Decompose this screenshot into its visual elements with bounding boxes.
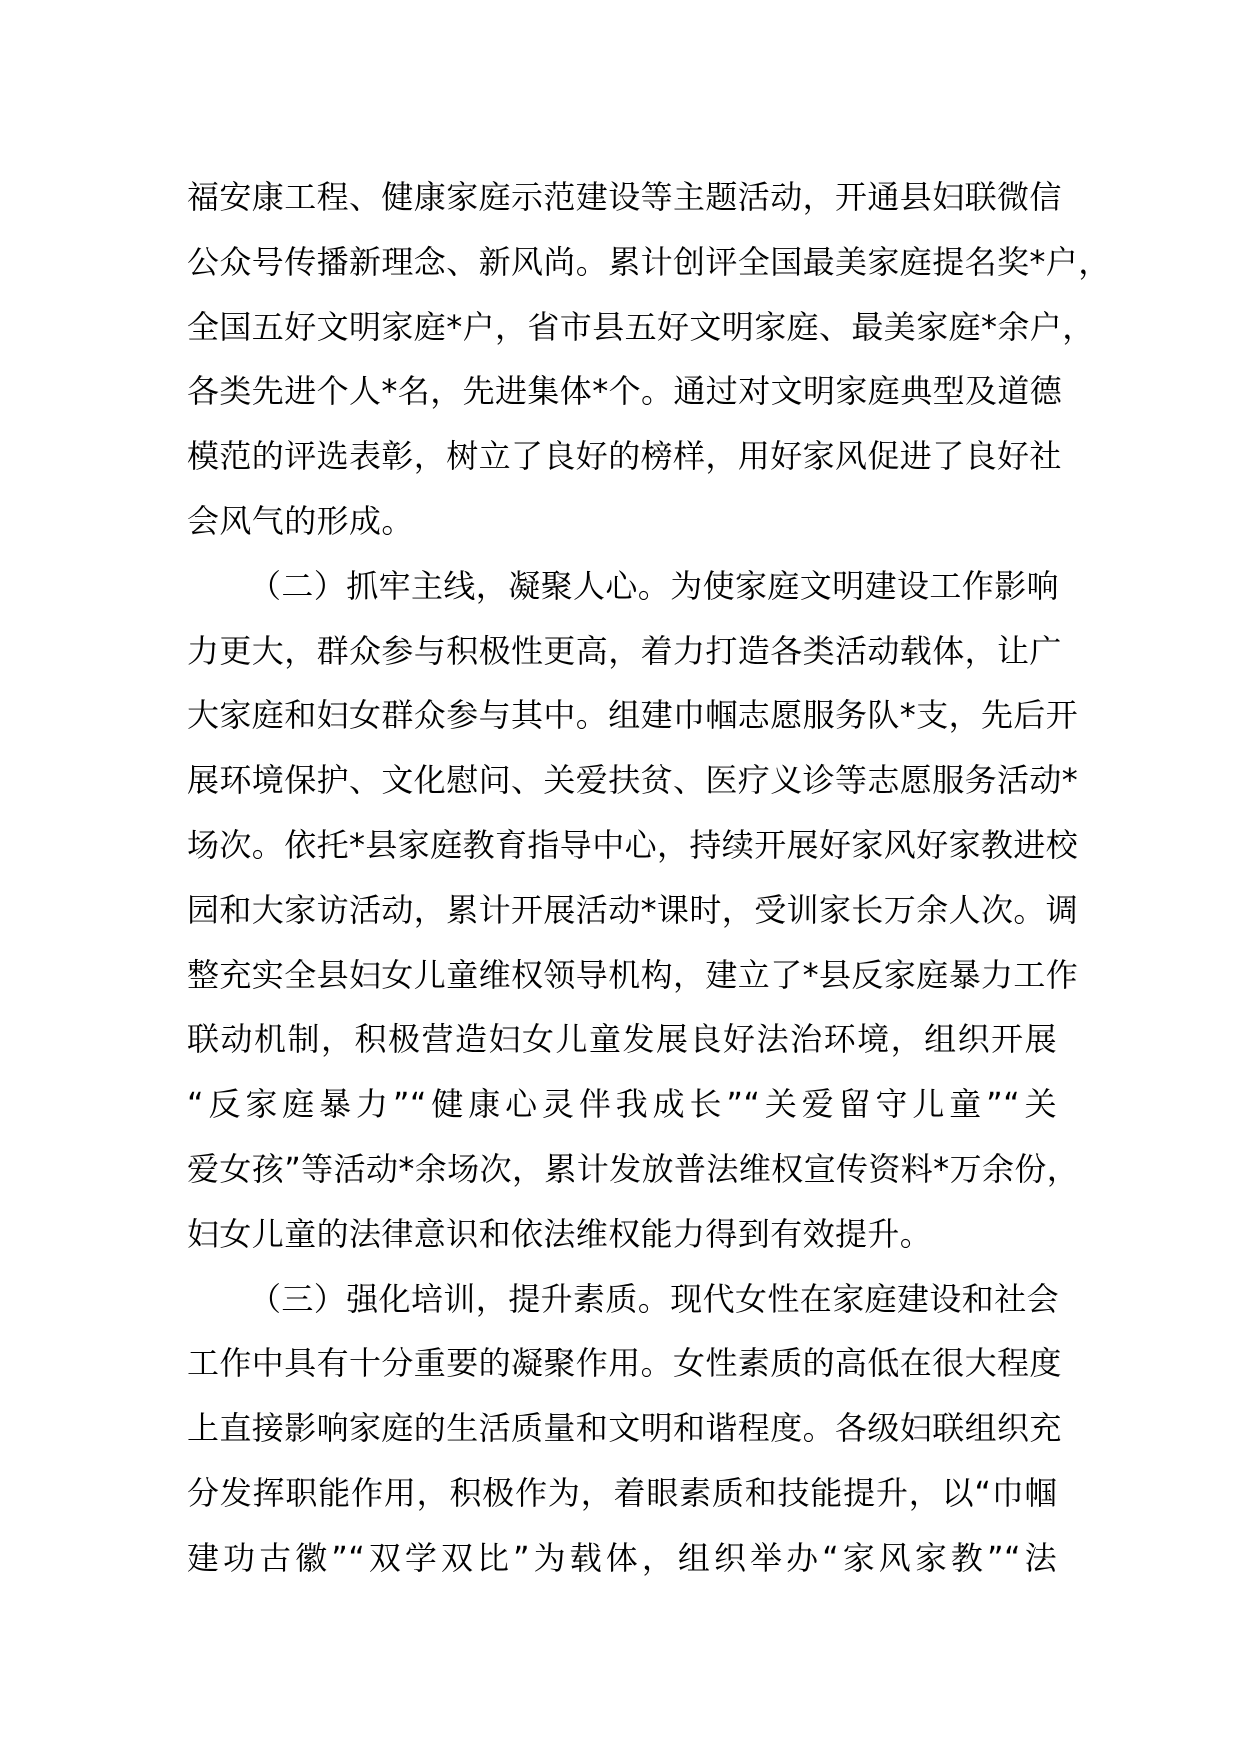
- text-line: 公众号传播新理念、新风尚。累计创评全国最美家庭提名奖*户，: [187, 242, 1111, 281]
- section-heading-line: （三）强化培训，提升素质。现代女性在家庭建设和社会: [249, 1279, 1060, 1318]
- text-line: 整充实全县妇女儿童维权领导机构，建立了*县反家庭暴力工作: [187, 955, 1079, 994]
- text-line: 会风气的形成。: [187, 501, 414, 540]
- text-line: 模范的评选表彰，树立了良好的榜样，用好家风促进了良好社: [187, 437, 1062, 476]
- text-line: “反家庭暴力”“健康心灵伴我成长”“关爱留守儿童”“关: [187, 1085, 1057, 1124]
- text-line: 场次。依托*县家庭教育指导中心，持续开展好家风好家教进校: [187, 825, 1079, 864]
- text-line: 力更大，群众参与积极性更高，着力打造各类活动载体，让广: [187, 631, 1062, 670]
- section-heading-line: （二）抓牢主线，凝聚人心。为使家庭文明建设工作影响: [249, 566, 1060, 605]
- text-line: 建功古徽”“双学双比”为载体，组织举办“家风家教”“法: [187, 1538, 1057, 1577]
- text-line: 上直接影响家庭的生活质量和文明和谐程度。各级妇联组织充: [187, 1409, 1062, 1448]
- text-line: 全国五好文明家庭*户，省市县五好文明家庭、最美家庭*余户，: [187, 307, 1095, 346]
- text-line: 园和大家访活动，累计开展活动*课时，受训家长万余人次。调: [187, 890, 1079, 929]
- body-text: [187, 165, 1111, 1591]
- text-line: 工作中具有十分重要的凝聚作用。女性素质的高低在很大程度: [187, 1344, 1062, 1383]
- text-line: 福安康工程、健康家庭示范建设等主题活动，开通县妇联微信: [187, 178, 1062, 216]
- text-line: 分发挥职能作用，积极作为，着眼素质和技能提升，以“巾帼: [187, 1473, 1057, 1512]
- text-line: 各类先进个人*名，先进集体*个。通过对文明家庭典型及道德: [187, 372, 1063, 411]
- text-line: 妇女儿童的法律意识和依法维权能力得到有效提升。: [187, 1214, 933, 1253]
- text-line: 爱女孩”等活动*余场次，累计发放普法维权宣传资料*万余份，: [187, 1149, 1080, 1188]
- text-line: 展环境保护、文化慰问、关爱扶贫、医疗义诊等志愿服务活动*: [187, 761, 1079, 800]
- text-line: 联动机制，积极营造妇女儿童发展良好法治环境，组织开展: [187, 1020, 1057, 1059]
- text-line: 大家庭和妇女群众参与其中。组建巾帼志愿服务队*支，先后开: [187, 696, 1079, 735]
